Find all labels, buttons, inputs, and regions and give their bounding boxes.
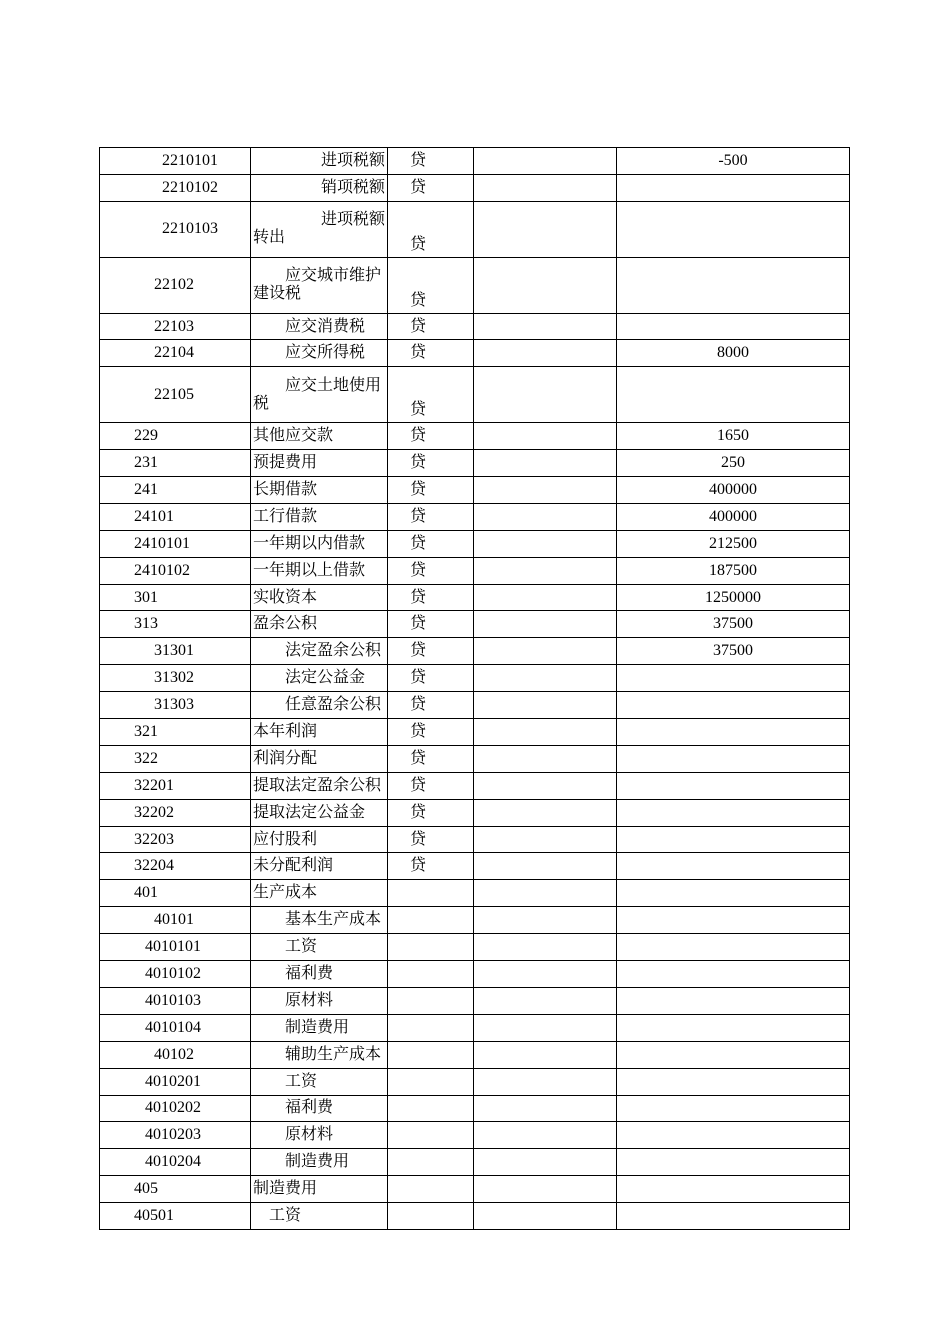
balance-amount-cell	[617, 934, 850, 961]
balance-direction-cell: 贷	[388, 611, 474, 638]
account-name-text: 工行借款	[253, 507, 318, 525]
account-code-cell: 231	[100, 450, 251, 477]
balance-direction-cell: 贷	[388, 201, 474, 257]
balance-amount-cell	[617, 907, 850, 934]
empty-amount-cell	[474, 745, 617, 772]
account-name-cell	[251, 907, 388, 934]
account-code-cell: 4010201	[100, 1068, 251, 1095]
table-row	[100, 665, 850, 692]
balance-direction-cell	[388, 961, 474, 988]
table-row	[100, 961, 850, 988]
account-name-cell	[251, 772, 388, 799]
balance-amount-cell	[617, 201, 850, 257]
account-name-cell	[251, 611, 388, 638]
balance-amount-cell: 8000	[617, 340, 850, 367]
account-code-cell: 32203	[100, 826, 251, 853]
balance-amount-cell: -500	[617, 148, 850, 175]
account-code-cell: 313	[100, 611, 251, 638]
account-name-cell	[251, 557, 388, 584]
empty-amount-cell	[474, 853, 617, 880]
account-code-cell: 4010102	[100, 961, 251, 988]
account-code-cell: 4010203	[100, 1122, 251, 1149]
balance-amount-cell	[617, 692, 850, 719]
account-code-cell: 405	[100, 1176, 251, 1203]
balance-direction-cell: 贷	[388, 367, 474, 423]
account-name-text: 预提费用	[253, 454, 318, 472]
account-name-cell	[251, 1203, 388, 1230]
balance-amount-cell	[617, 174, 850, 201]
empty-amount-cell	[474, 1014, 617, 1041]
balance-direction-cell: 贷	[388, 638, 474, 665]
account-code-cell: 321	[100, 719, 251, 746]
table-row	[100, 257, 850, 313]
balance-direction-cell: 贷	[388, 530, 474, 557]
account-name-cell	[251, 423, 388, 450]
empty-amount-cell	[474, 584, 617, 611]
table-row	[100, 907, 850, 934]
table-row	[100, 987, 850, 1014]
account-name-cell	[251, 987, 388, 1014]
balance-amount-cell	[617, 1095, 850, 1122]
account-code-cell: 31301	[100, 638, 251, 665]
account-name-cell	[251, 1176, 388, 1203]
account-name-cell	[251, 1068, 388, 1095]
account-code-cell: 22103	[100, 313, 251, 340]
empty-amount-cell	[474, 1095, 617, 1122]
balance-direction-cell	[388, 934, 474, 961]
account-name-text: 其他应交款	[253, 427, 334, 445]
balance-amount-cell	[617, 1203, 850, 1230]
empty-amount-cell	[474, 148, 617, 175]
balance-direction-cell	[388, 987, 474, 1014]
empty-amount-cell	[474, 611, 617, 638]
empty-amount-cell	[474, 907, 617, 934]
table-row	[100, 1149, 850, 1176]
account-code-cell: 40501	[100, 1203, 251, 1230]
account-name-cell	[251, 477, 388, 504]
empty-amount-cell	[474, 477, 617, 504]
balance-direction-cell	[388, 880, 474, 907]
account-name-line2: 税	[253, 394, 270, 412]
balance-direction-cell: 贷	[388, 313, 474, 340]
account-name-text: 本年利润	[253, 722, 318, 740]
empty-amount-cell	[474, 174, 617, 201]
balance-direction-cell: 贷	[388, 853, 474, 880]
account-code-cell: 32204	[100, 853, 251, 880]
account-code-cell: 2410101	[100, 530, 251, 557]
account-name-text: 制造费用	[285, 1018, 350, 1036]
account-name-text: 提取法定公益金	[253, 803, 366, 821]
balance-direction-cell	[388, 1149, 474, 1176]
account-name-text: 制造费用	[285, 1153, 350, 1171]
balance-amount-cell	[617, 826, 850, 853]
account-code-cell: 22105	[100, 367, 251, 423]
empty-amount-cell	[474, 772, 617, 799]
empty-amount-cell	[474, 1149, 617, 1176]
empty-amount-cell	[474, 1068, 617, 1095]
table-row	[100, 826, 850, 853]
account-code-cell: 40102	[100, 1041, 251, 1068]
account-name-text: 应交消费税	[285, 317, 366, 335]
account-name-text: 原材料	[285, 991, 334, 1009]
balance-direction-cell: 贷	[388, 450, 474, 477]
empty-amount-cell	[474, 1122, 617, 1149]
account-name-cell	[251, 201, 388, 257]
balance-direction-cell: 贷	[388, 665, 474, 692]
balance-amount-cell	[617, 1122, 850, 1149]
balance-direction-cell: 贷	[388, 826, 474, 853]
table-row	[100, 1176, 850, 1203]
account-name-text: 一年期以内借款	[253, 534, 366, 552]
table-row	[100, 745, 850, 772]
empty-amount-cell	[474, 961, 617, 988]
balance-amount-cell	[617, 799, 850, 826]
table-row	[100, 880, 850, 907]
empty-amount-cell	[474, 1176, 617, 1203]
balance-amount-cell: 400000	[617, 503, 850, 530]
account-name-text: 任意盈余公积	[285, 696, 382, 714]
account-name-line1: 进项税额	[320, 211, 385, 229]
account-code-cell: 4010104	[100, 1014, 251, 1041]
account-code-cell: 32202	[100, 799, 251, 826]
empty-amount-cell	[474, 987, 617, 1014]
balance-amount-cell: 1250000	[617, 584, 850, 611]
table-row	[100, 367, 850, 423]
account-name-cell	[251, 961, 388, 988]
empty-amount-cell	[474, 201, 617, 257]
table-row	[100, 1068, 850, 1095]
empty-amount-cell	[474, 423, 617, 450]
account-name-line2: 转出	[253, 229, 286, 247]
balance-direction-cell	[388, 1014, 474, 1041]
account-name-cell	[251, 313, 388, 340]
table-row	[100, 584, 850, 611]
account-name-cell	[251, 1149, 388, 1176]
account-name-text: 长期借款	[253, 480, 318, 498]
balance-amount-cell: 37500	[617, 638, 850, 665]
balance-direction-cell: 贷	[388, 719, 474, 746]
table-row	[100, 853, 850, 880]
table-row	[100, 1041, 850, 1068]
account-name-text: 盈余公积	[253, 615, 318, 633]
empty-amount-cell	[474, 799, 617, 826]
account-name-cell	[251, 450, 388, 477]
balance-amount-cell	[617, 1149, 850, 1176]
account-code-cell: 22104	[100, 340, 251, 367]
table-row	[100, 719, 850, 746]
balance-direction-cell: 贷	[388, 503, 474, 530]
account-name-cell	[251, 1014, 388, 1041]
account-code-cell: 2210101	[100, 148, 251, 175]
balance-direction-cell	[388, 1122, 474, 1149]
balance-direction-cell: 贷	[388, 692, 474, 719]
account-name-cell	[251, 503, 388, 530]
account-code-cell: 2210103	[100, 201, 251, 257]
account-name-cell	[251, 799, 388, 826]
account-name-text: 应交所得税	[285, 344, 366, 362]
account-code-cell: 31302	[100, 665, 251, 692]
balance-direction-cell: 贷	[388, 340, 474, 367]
account-name-text: 未分配利润	[253, 857, 334, 875]
balance-amount-cell: 37500	[617, 611, 850, 638]
balance-direction-cell: 贷	[388, 584, 474, 611]
balance-amount-cell	[617, 367, 850, 423]
table-row	[100, 174, 850, 201]
account-name-text: 应付股利	[253, 830, 318, 848]
account-name-text: 一年期以上借款	[253, 561, 366, 579]
account-name-text: 工资	[285, 1072, 318, 1090]
account-name-cell	[251, 826, 388, 853]
table-row	[100, 1095, 850, 1122]
balance-amount-cell	[617, 665, 850, 692]
empty-amount-cell	[474, 719, 617, 746]
account-code-cell: 229	[100, 423, 251, 450]
table-row	[100, 557, 850, 584]
account-code-cell: 4010103	[100, 987, 251, 1014]
balance-direction-cell: 贷	[388, 772, 474, 799]
table-row	[100, 638, 850, 665]
empty-amount-cell	[474, 313, 617, 340]
table-row	[100, 1203, 850, 1230]
balance-direction-cell: 贷	[388, 174, 474, 201]
table-row	[100, 799, 850, 826]
balance-direction-cell: 贷	[388, 148, 474, 175]
account-name-cell	[251, 880, 388, 907]
balance-amount-cell	[617, 257, 850, 313]
balance-direction-cell	[388, 1041, 474, 1068]
account-code-cell: 22102	[100, 257, 251, 313]
account-code-cell: 24101	[100, 503, 251, 530]
table-row	[100, 423, 850, 450]
account-name-cell	[251, 1095, 388, 1122]
empty-amount-cell	[474, 934, 617, 961]
balance-direction-cell: 贷	[388, 257, 474, 313]
balance-direction-cell	[388, 1068, 474, 1095]
account-name-text: 原材料	[285, 1126, 334, 1144]
balance-amount-cell	[617, 745, 850, 772]
table-row	[100, 313, 850, 340]
balance-amount-cell	[617, 880, 850, 907]
account-name-text: 实收资本	[253, 588, 318, 606]
account-code-cell: 31303	[100, 692, 251, 719]
balance-direction-cell	[388, 1176, 474, 1203]
balance-direction-cell: 贷	[388, 477, 474, 504]
table-row	[100, 148, 850, 175]
empty-amount-cell	[474, 1041, 617, 1068]
balance-amount-cell: 187500	[617, 557, 850, 584]
balance-amount-cell	[617, 1176, 850, 1203]
account-name-cell	[251, 934, 388, 961]
balance-amount-cell	[617, 1014, 850, 1041]
ledger-body	[100, 148, 850, 1230]
account-name-cell	[251, 530, 388, 557]
account-name-text: 利润分配	[253, 749, 318, 767]
account-code-cell: 301	[100, 584, 251, 611]
empty-amount-cell	[474, 826, 617, 853]
balance-direction-cell	[388, 1095, 474, 1122]
table-row	[100, 692, 850, 719]
table-row	[100, 503, 850, 530]
account-name-text: 工资	[269, 1207, 302, 1224]
account-name-text: 福利费	[285, 964, 334, 982]
table-row	[100, 530, 850, 557]
account-name-text: 提取法定盈余公积	[253, 776, 382, 794]
account-name-text: 销项税额	[320, 178, 385, 196]
empty-amount-cell	[474, 880, 617, 907]
balance-amount-cell	[617, 313, 850, 340]
account-code-cell: 241	[100, 477, 251, 504]
account-name-text: 制造费用	[253, 1180, 318, 1198]
table-row	[100, 450, 850, 477]
empty-amount-cell	[474, 367, 617, 423]
account-name-line2: 建设税	[253, 285, 302, 303]
account-name-cell	[251, 148, 388, 175]
empty-amount-cell	[474, 257, 617, 313]
account-name-line1: 应交城市维护	[285, 267, 382, 285]
account-name-cell	[251, 853, 388, 880]
table-row	[100, 611, 850, 638]
account-code-cell: 2210102	[100, 174, 251, 201]
balance-amount-cell: 400000	[617, 477, 850, 504]
account-code-cell: 4010202	[100, 1095, 251, 1122]
balance-amount-cell	[617, 1068, 850, 1095]
account-name-text: 法定公益金	[285, 669, 366, 687]
empty-amount-cell	[474, 665, 617, 692]
account-name-cell	[251, 174, 388, 201]
account-name-cell	[251, 1041, 388, 1068]
table-row	[100, 1014, 850, 1041]
account-code-cell: 32201	[100, 772, 251, 799]
balance-amount-cell	[617, 961, 850, 988]
table-row	[100, 1122, 850, 1149]
account-name-cell	[251, 692, 388, 719]
empty-amount-cell	[474, 530, 617, 557]
account-name-text: 法定盈余公积	[285, 642, 382, 660]
balance-direction-cell: 贷	[388, 745, 474, 772]
account-name-text: 进项税额	[320, 151, 385, 169]
table-row	[100, 772, 850, 799]
account-name-text: 福利费	[285, 1099, 334, 1117]
table-row	[100, 934, 850, 961]
balance-direction-cell	[388, 1203, 474, 1230]
account-name-cell	[251, 638, 388, 665]
balance-amount-cell: 1650	[617, 423, 850, 450]
balance-direction-cell: 贷	[388, 799, 474, 826]
account-name-cell	[251, 719, 388, 746]
balance-amount-cell	[617, 1041, 850, 1068]
account-code-cell: 40101	[100, 907, 251, 934]
balance-amount-cell: 212500	[617, 530, 850, 557]
balance-direction-cell: 贷	[388, 423, 474, 450]
account-name-cell	[251, 257, 388, 313]
empty-amount-cell	[474, 450, 617, 477]
account-name-text: 生产成本	[253, 884, 318, 902]
account-name-cell	[251, 340, 388, 367]
table-row	[100, 340, 850, 367]
balance-amount-cell: 250	[617, 450, 850, 477]
account-name-text: 辅助生产成本	[285, 1045, 382, 1063]
empty-amount-cell	[474, 1203, 617, 1230]
table-row	[100, 201, 850, 257]
balance-amount-cell	[617, 987, 850, 1014]
empty-amount-cell	[474, 503, 617, 530]
empty-amount-cell	[474, 638, 617, 665]
account-code-cell: 4010204	[100, 1149, 251, 1176]
account-name-cell	[251, 584, 388, 611]
account-name-cell	[251, 665, 388, 692]
empty-amount-cell	[474, 692, 617, 719]
account-code-cell: 2410102	[100, 557, 251, 584]
account-name-cell	[251, 1122, 388, 1149]
account-name-cell	[251, 745, 388, 772]
balance-amount-cell	[617, 772, 850, 799]
account-name-text: 工资	[285, 938, 318, 956]
account-code-cell: 401	[100, 880, 251, 907]
balance-direction-cell	[388, 907, 474, 934]
account-name-cell	[251, 367, 388, 423]
account-code-cell: 4010101	[100, 934, 251, 961]
balance-direction-cell: 贷	[388, 557, 474, 584]
table-row	[100, 477, 850, 504]
balance-amount-cell	[617, 719, 850, 746]
empty-amount-cell	[474, 557, 617, 584]
empty-amount-cell	[474, 340, 617, 367]
account-code-cell: 322	[100, 745, 251, 772]
account-ledger-table	[99, 147, 850, 1230]
account-name-text: 基本生产成本	[285, 911, 382, 929]
balance-amount-cell	[617, 853, 850, 880]
account-name-line1: 应交土地使用	[285, 376, 382, 394]
